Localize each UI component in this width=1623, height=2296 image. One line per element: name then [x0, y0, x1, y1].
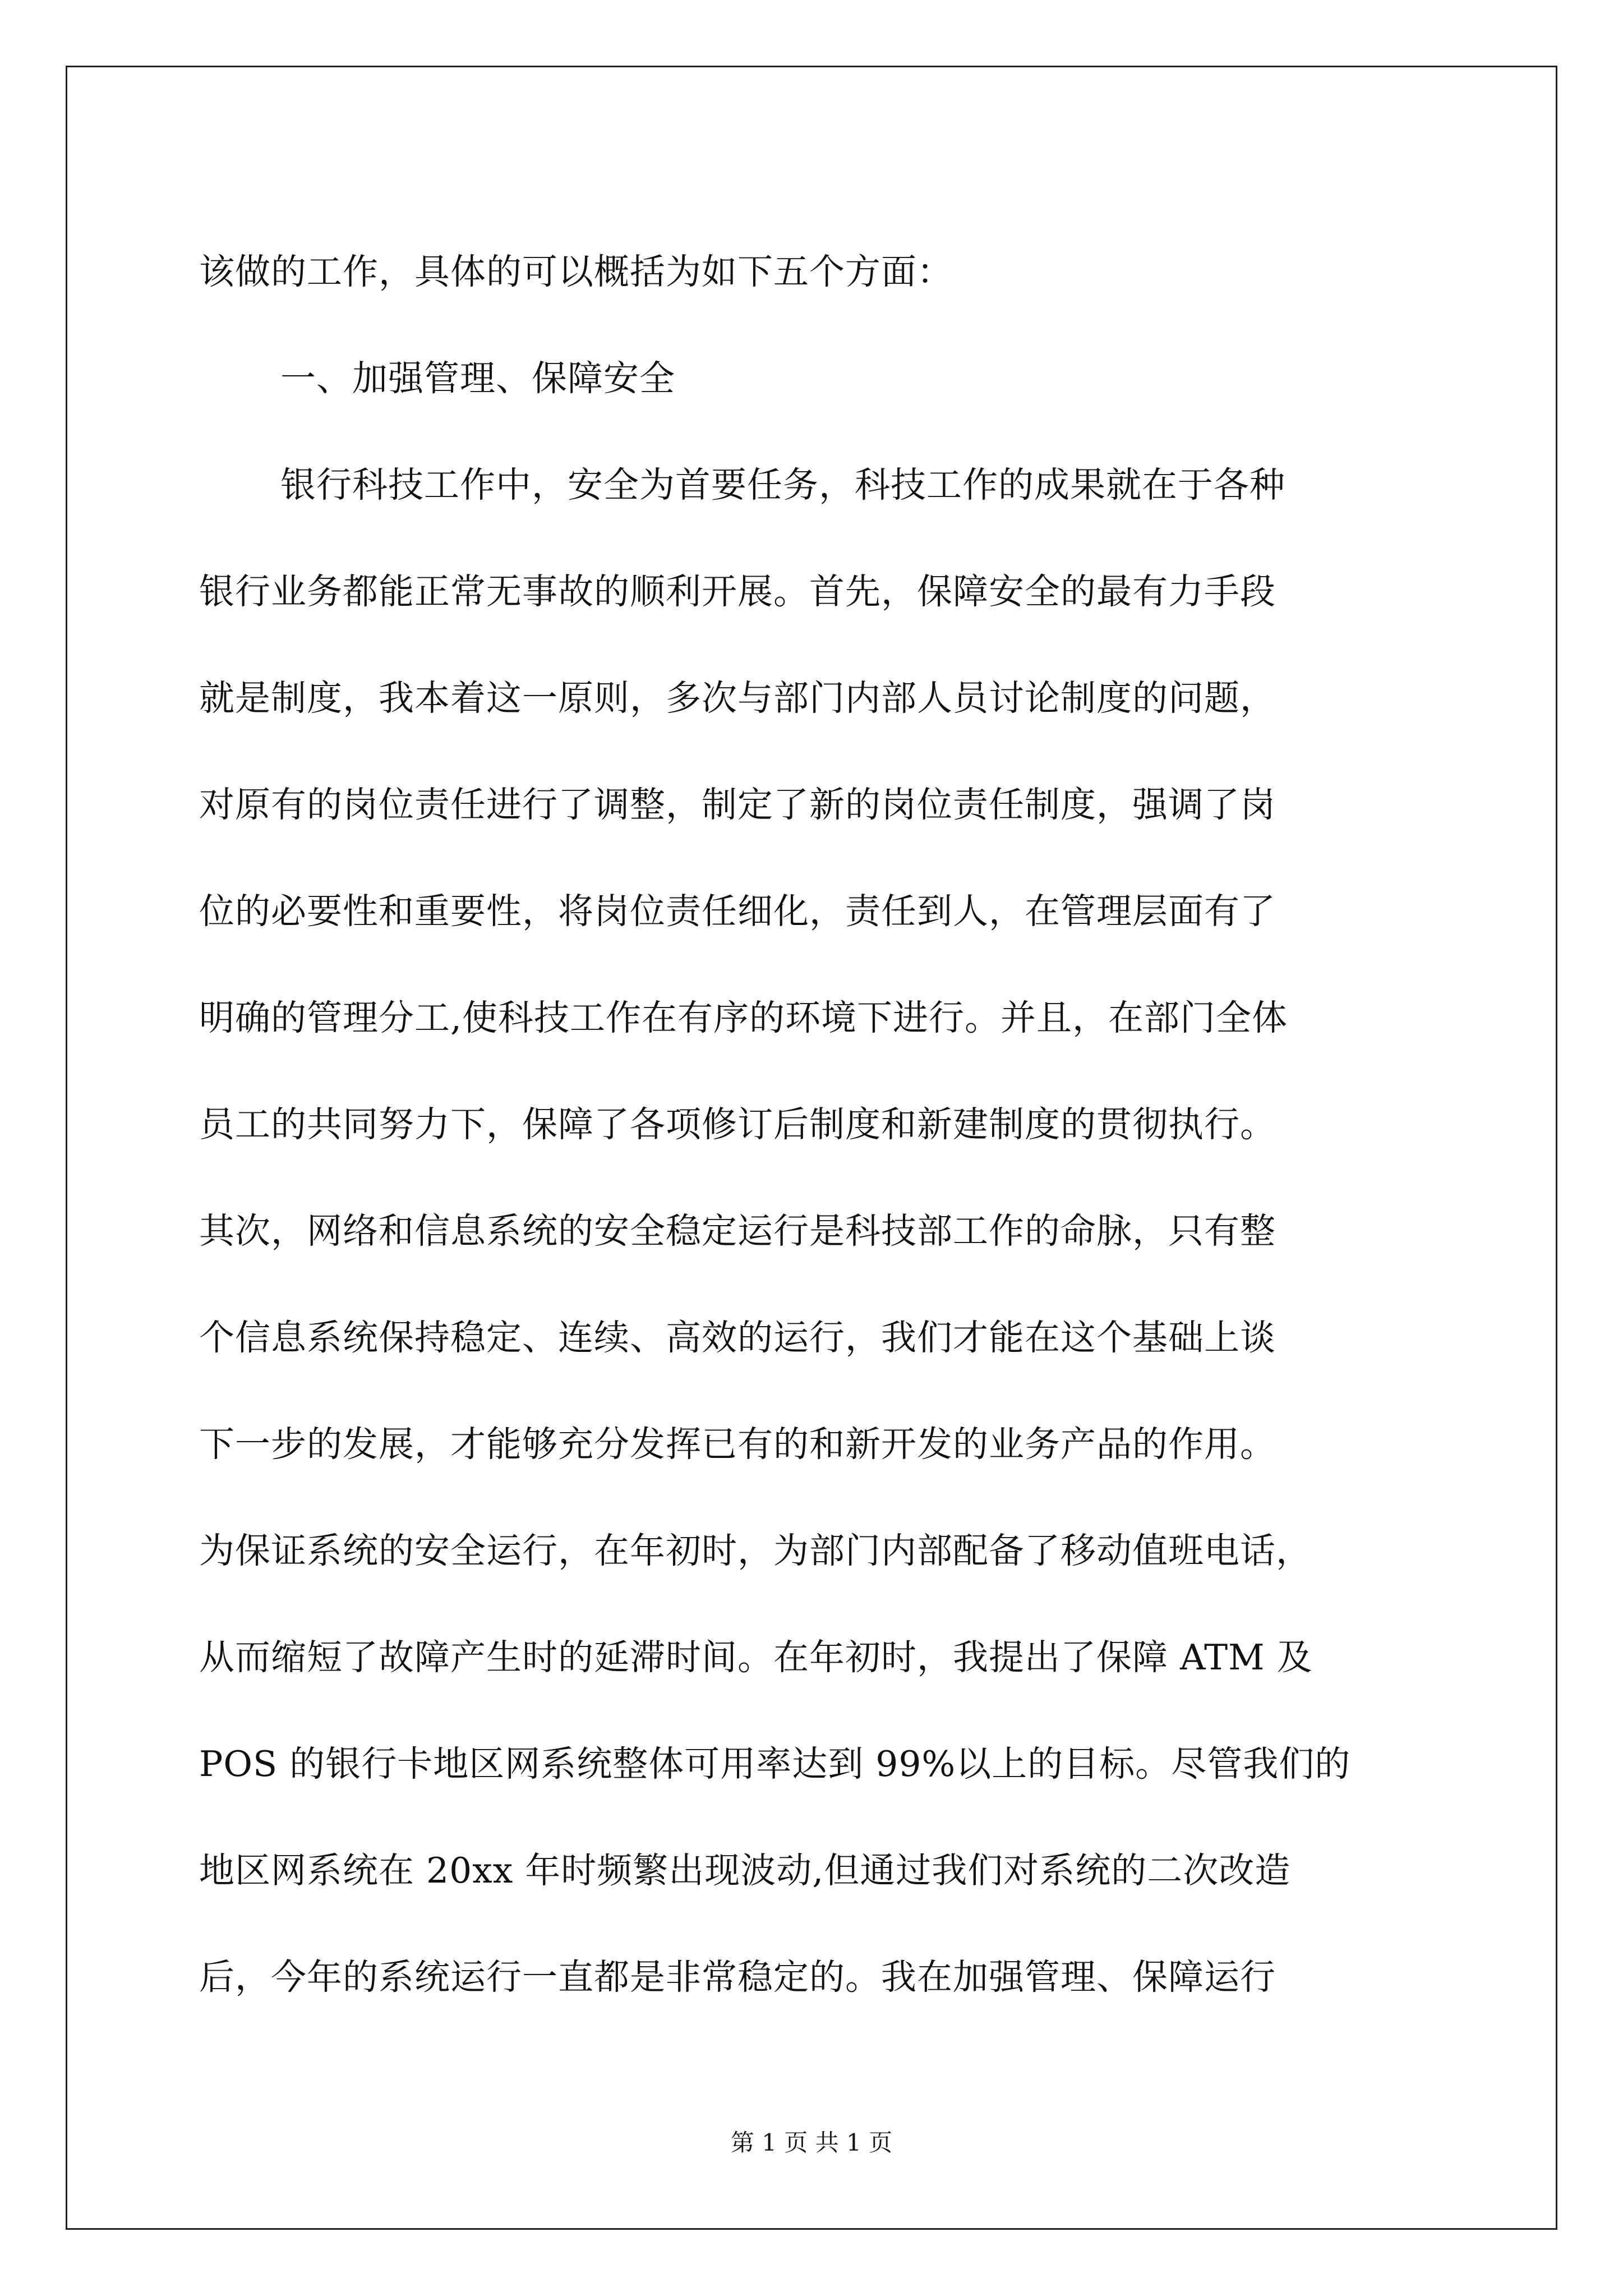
paragraph-line: 员工的共同努力下，保障了各项修订后制度和新建制度的贯彻执行。: [199, 1104, 1276, 1145]
section-heading: 一、加强管理、保障安全: [280, 358, 675, 399]
paragraph-line: 后，今年的系统运行一直都是非常稳定的。我在加强管理、保障运行: [199, 1957, 1276, 1998]
paragraph-line: 从而缩短了故障产生时的延滞时间。在年初时，我提出了保障 ATM 及: [199, 1637, 1313, 1678]
paragraph-line: 其次，网络和信息系统的安全稳定运行是科技部工作的命脉，只有整: [199, 1211, 1276, 1251]
paragraph-line: 下一步的发展，才能够充分发挥已有的和新开发的业务产品的作用。: [199, 1424, 1276, 1465]
paragraph-line: 就是制度，我本着这一原则，多次与部门内部人员讨论制度的问题，: [199, 678, 1276, 719]
paragraph-line: 个信息系统保持稳定、连续、高效的运行，我们才能在这个基础上谈: [199, 1317, 1276, 1358]
paragraph-line: POS 的银行卡地区网系统整体可用率达到 99%以上的目标。尽管我们的: [199, 1743, 1351, 1784]
paragraph-line: 明确的管理分工,使科技工作在有序的环境下进行。并且，在部门全体: [199, 997, 1288, 1038]
paragraph-line: 位的必要性和重要性，将岗位责任细化，责任到人，在管理层面有了: [199, 891, 1276, 932]
paragraph-line: 对原有的岗位责任进行了调整，制定了新的岗位责任制度，强调了岗: [199, 784, 1276, 825]
body-text: [199, 219, 1433, 2031]
paragraph-line: 地区网系统在 20xx 年时频繁出现波动,但通过我们对系统的二次改造: [199, 1850, 1291, 1891]
paragraph-line: 银行科技工作中，安全为首要任务，科技工作的成果就在于各种: [280, 464, 1285, 505]
paragraph-line: 为保证系统的安全运行，在年初时，为部门内部配备了移动值班电话，: [199, 1530, 1312, 1571]
page-number-footer: 第 1 页 共 1 页: [730, 2129, 893, 2156]
paragraph-line: 该做的工作，具体的可以概括为如下五个方面：: [199, 251, 953, 292]
paragraph-line: 银行业务都能正常无事故的顺利开展。首先，保障安全的最有力手段: [199, 571, 1276, 612]
